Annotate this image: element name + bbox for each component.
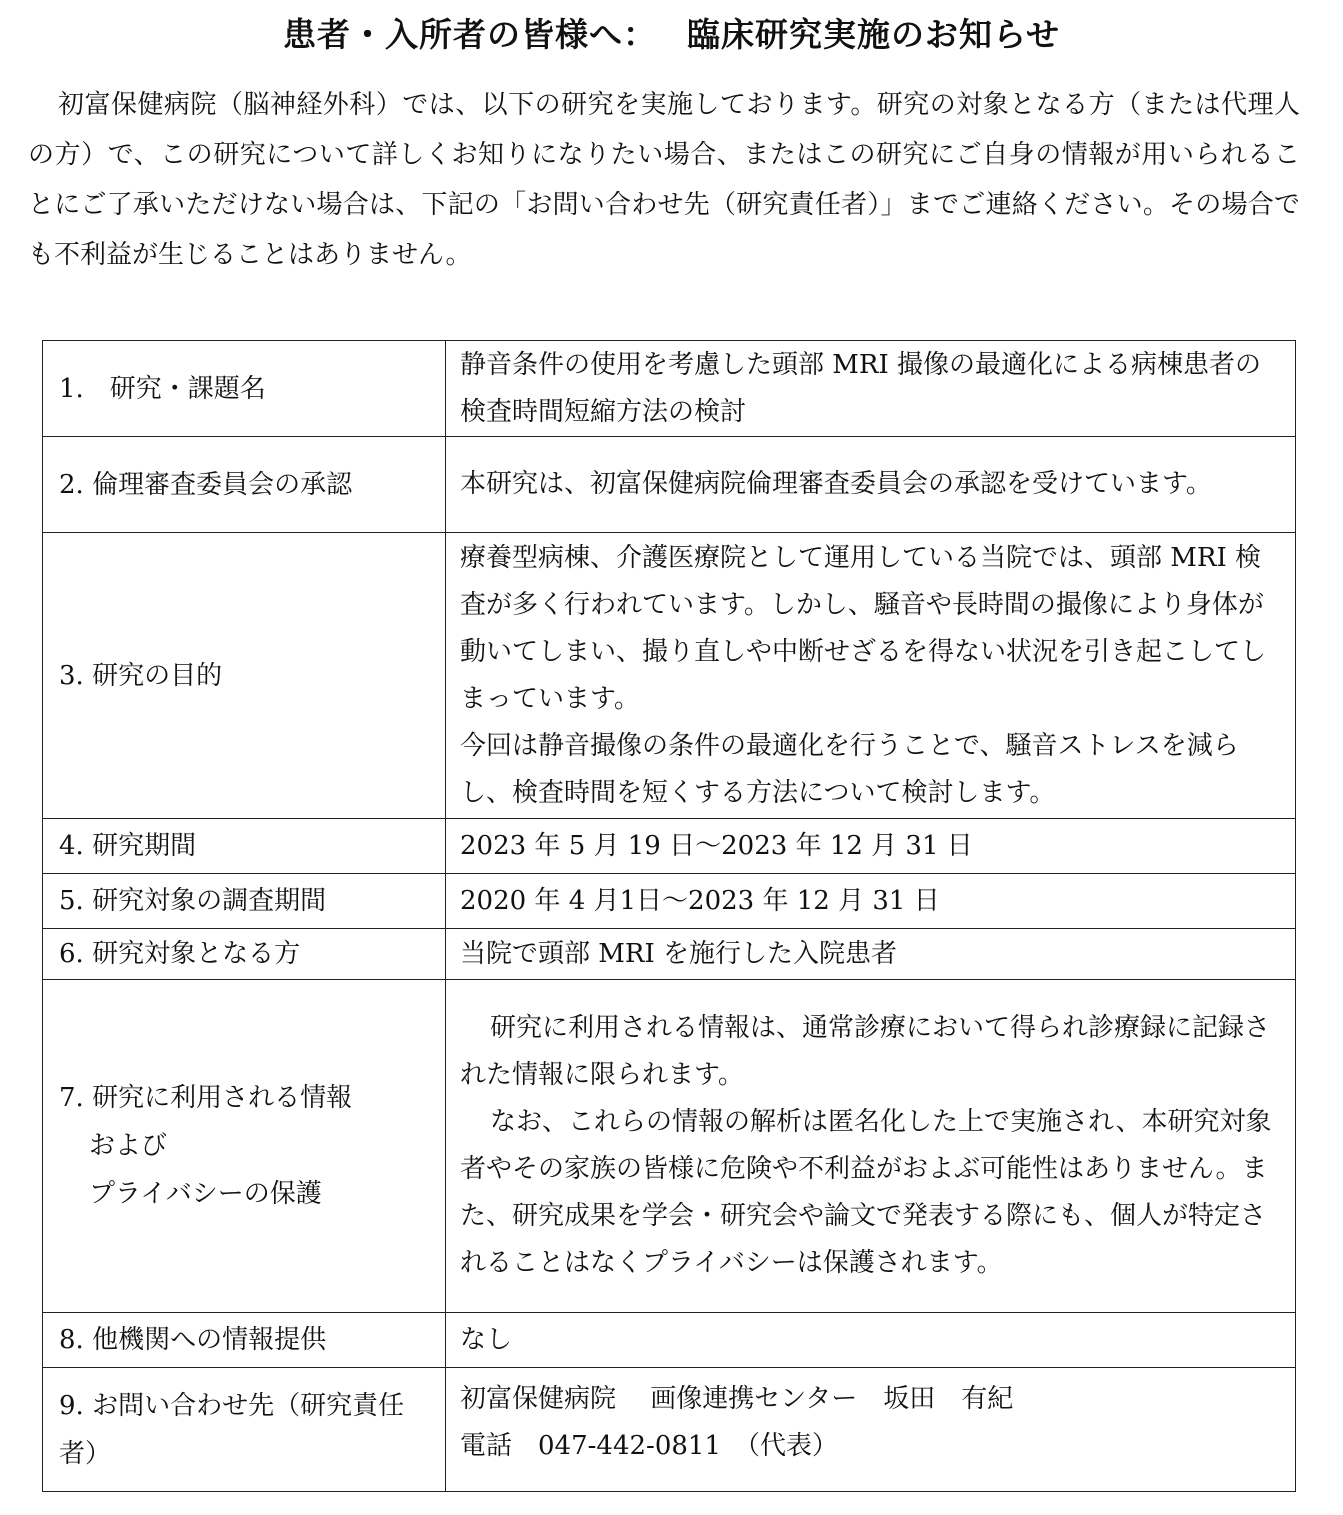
row-value-survey-period: 2020 年 4 月1日～2023 年 12 月 31 日 [446,874,1296,929]
contact-phone-line: 電話 047-442-0811 （代表） [460,1431,838,1461]
purpose-paragraph-2: 今回は静音撮像の条件の最適化を行うことで、騒音ストレスを減らし、検査時間を短くする方法について検討します。 [460,730,1239,808]
page-title: 患者・入所者の皆様へ： 臨床研究実施のお知らせ [283,15,1060,54]
privacy-label-line-3: プライバシーの保護 [89,1179,322,1209]
row-label-contact: 9. お問い合わせ先（研究責任者） [43,1368,446,1492]
row-value-ethics: 本研究は、初富保健病院倫理審査委員会の承認を受けています。 [446,437,1296,533]
purpose-paragraph-1: 療養型病棟、介護医療院として運用している当院では、頭部 MRI 検査が多く行われています。しかし、騒音や長時間の撮像により身体が動いてしまい、撮り直しや中断せざるを得ない状況を引き起こしてしまっています。 [460,542,1267,714]
row-label-external: 8. 他機関への情報提供 [43,1313,446,1368]
contact-name-line: 初富保健病院 画像連携センター 坂田 有紀 [460,1384,1014,1414]
table-row [43,1313,1296,1368]
row-value-privacy [446,980,1296,1313]
table-row [43,437,1296,533]
row-value-subjects: 当院で頭部 MRI を施行した入院患者 [446,929,1296,980]
privacy-paragraph-1: 研究に利用される情報は、通常診療において得られ診療録に記録された情報に限られます。 [460,1013,1271,1090]
row-label-privacy [43,980,446,1313]
privacy-label-line-1: 7. 研究に利用される情報 [59,1083,353,1113]
table-row [43,980,1296,1313]
study-info-table [42,340,1296,1492]
row-value-period: 2023 年 5 月 19 日～2023 年 12 月 31 日 [446,819,1296,874]
row-label-purpose: 3. 研究の目的 [43,533,446,819]
privacy-paragraph-2: なお、これらの情報の解析は匿名化した上で実施され、本研究対象者やその家族の皆様に危険や不利益がおよぶ可能性はありません。また、研究成果を学会・研究会や論文で発表する際にも、個人が特定されることはなくプライバシーは保護されます。 [460,1107,1272,1278]
table-row [43,874,1296,929]
table-row [43,929,1296,980]
row-label-ethics: 2. 倫理審査委員会の承認 [43,437,446,533]
row-value-contact [446,1368,1296,1492]
table-row [43,1368,1296,1492]
row-label-survey-period: 5. 研究対象の調査期間 [43,874,446,929]
row-value-external: なし [446,1313,1296,1368]
table-row [43,341,1296,437]
privacy-label-line-2: および [89,1131,168,1161]
row-label-subjects: 6. 研究対象となる方 [43,929,446,980]
row-value-purpose [446,533,1296,819]
table-row [43,819,1296,874]
row-value-title: 静音条件の使用を考慮した頭部 MRI 撮像の最適化による病棟患者の検査時間短縮方法の検討 [446,341,1296,437]
row-label-title: 1. 研究・課題名 [43,341,446,437]
row-label-period: 4. 研究期間 [43,819,446,874]
intro-paragraph: 初富保健病院（脳神経外科）では、以下の研究を実施しております。研究の対象となる方（または代理人の方）で、この研究について詳しくお知りになりたい場合、またはこの研究にご自身の情報が用いられることにご了承いただけない場合は、下記の「お問い合わせ先（研究責任者）」までご連絡ください。その場合でも不利益が生じることはありません。 [28,90,1300,270]
table-row [43,533,1296,819]
